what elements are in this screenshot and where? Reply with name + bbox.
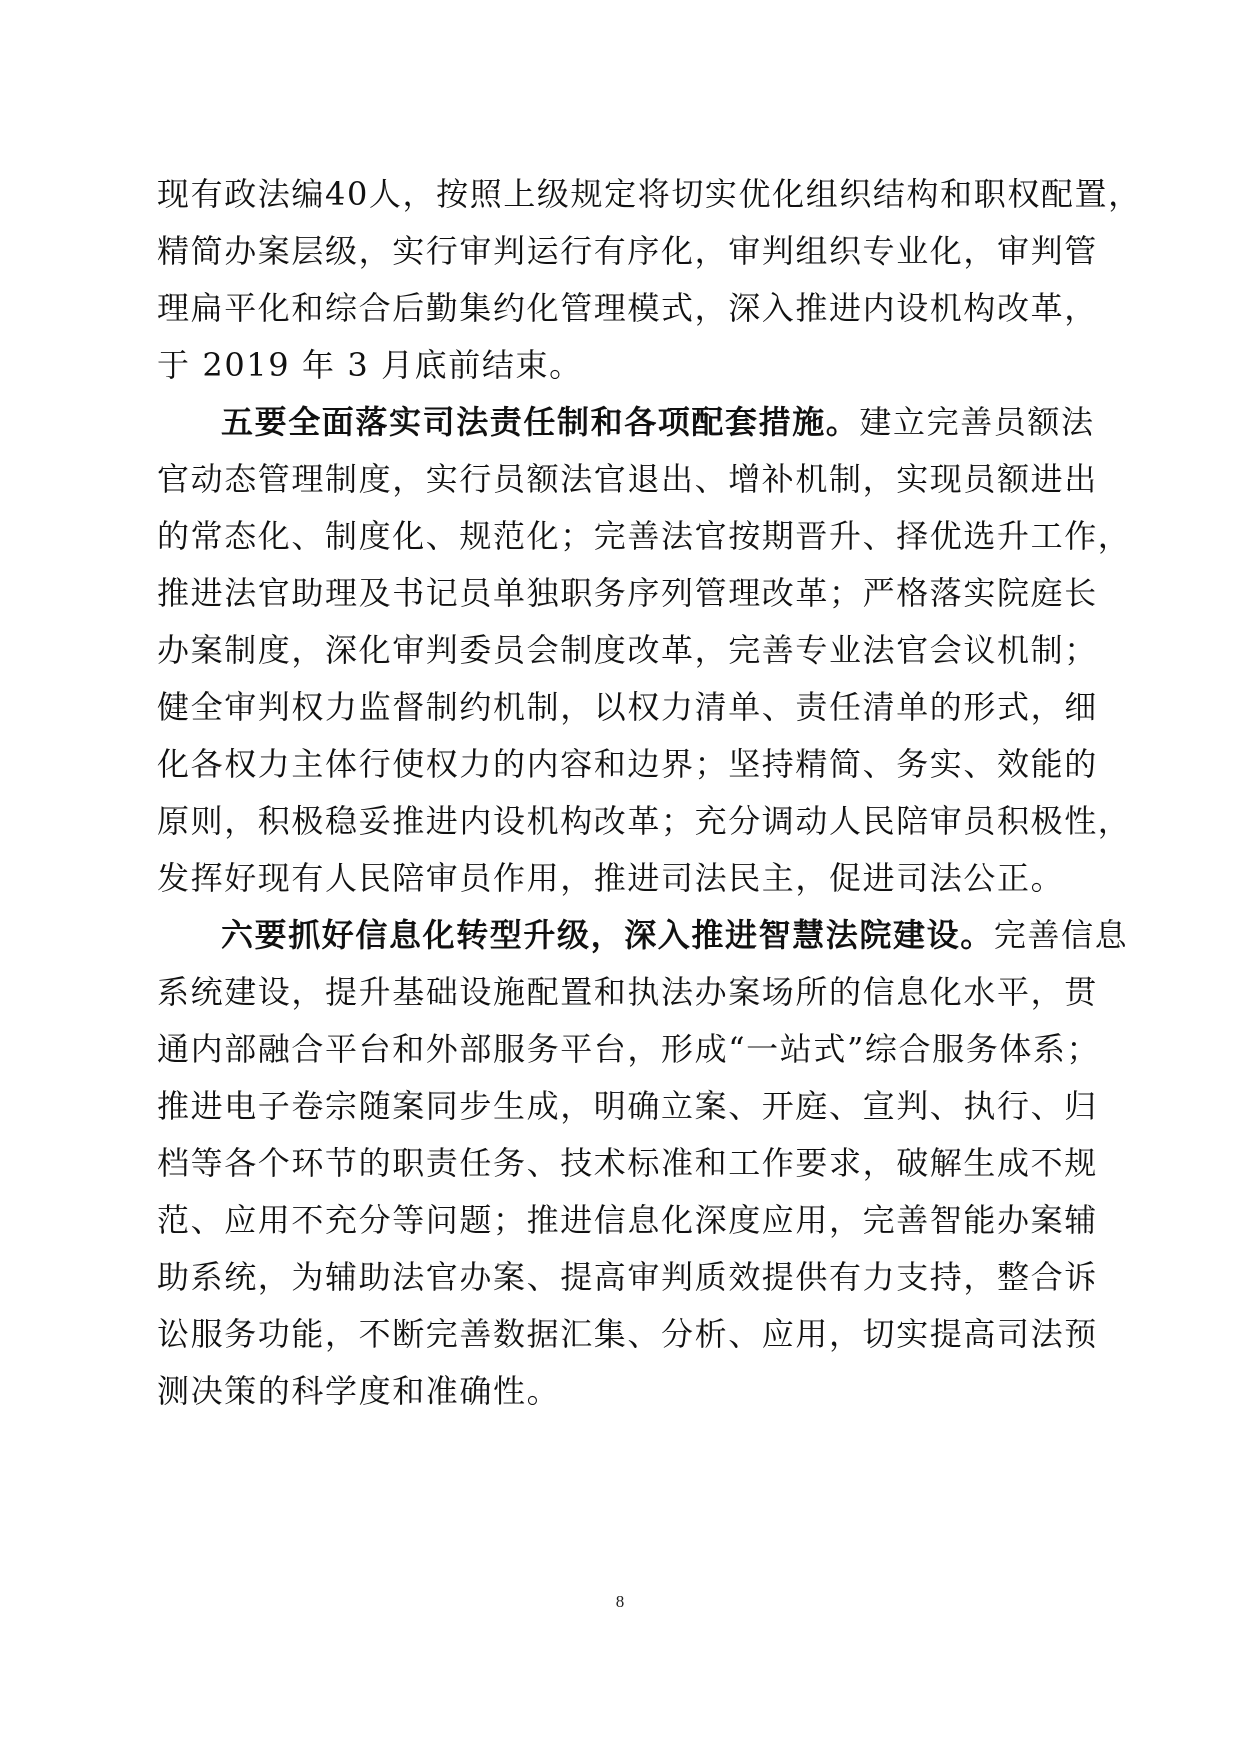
body-text: 推进法官助理及书记员单独职务序列管理改革；严格落实院庭长 [157,574,1098,612]
text-line [157,1029,1100,1069]
text-line [157,630,1098,670]
text-line [157,1143,1098,1183]
text-line [157,1371,560,1411]
text-line [157,573,1098,613]
text-line [157,459,1098,499]
section-heading-text: 五要全面落实司法责任制和各项配套措施。 [221,403,860,441]
body-text: 讼服务功能，不断完善数据汇集、分析、应用，切实提高司法预 [157,1315,1098,1353]
text-line [157,516,1131,556]
body-text: 范、应用不充分等问题；推进信息化深度应用，完善智能办案辅 [157,1201,1098,1239]
text-line [157,687,1098,727]
text-line [157,174,1142,214]
body-text: 完善信息 [993,916,1129,954]
text-line [157,1314,1098,1354]
text-line [221,402,1095,442]
text-line [157,231,1098,271]
body-text: 发挥好现有人民陪审员作用，推进司法民主，促进司法公正。 [157,859,1065,897]
text-line [157,1257,1098,1297]
body-text: 精简办案层级，实行审判运行有序化，审判组织专业化，审判管 [157,232,1098,270]
body-text: 建立完善员额法 [859,403,1095,441]
text-line [157,1086,1098,1126]
text-line [157,288,1098,328]
body-text: 健全审判权力监督制约机制，以权力清单、责任清单的形式，细 [157,688,1098,726]
body-text: 理扁平化和综合后勤集约化管理模式，深入推进内设机构改革， [157,289,1098,327]
text-line [157,345,583,385]
body-text: 助系统，为辅助法官办案、提高审判质效提供有力支持，整合诉 [157,1258,1098,1296]
text-line [157,744,1098,784]
text-line [221,915,1128,955]
body-text: 化各权力主体行使权力的内容和边界；坚持精简、务实、效能的 [157,745,1098,783]
text-line [157,858,1064,898]
text-line [157,972,1098,1012]
body-text: 通内部融合平台和外部服务平台，形成“一站式”综合服务体系； [157,1030,1101,1068]
body-text: 推进电子卷宗随案同步生成，明确立案、开庭、宣判、执行、归 [157,1087,1098,1125]
body-text: 官动态管理制度，实行员额法官退出、增补机制，实现员额进出 [157,460,1098,498]
body-text: 档等各个环节的职责任务、技术标准和工作要求，破解生成不规 [157,1144,1098,1182]
body-text: 于 2019 年 3 月底前结束。 [157,346,583,384]
section-heading-text: 六要抓好信息化转型升级，深入推进智慧法院建设。 [221,916,994,954]
body-text: 原则，积极稳妥推进内设机构改革；充分调动人民陪审员积极性， [157,802,1132,840]
text-line [157,801,1131,841]
body-text: 系统建设，提升基础设施配置和执法办案场所的信息化水平，贯 [157,973,1098,1011]
body-text: 现有政法编40人，按照上级规定将切实优化组织结构和职权配置， [157,175,1142,213]
body-text: 测决策的科学度和准确性。 [157,1372,561,1410]
body-text: 的常态化、制度化、规范化；完善法官按期晋升、择优选升工作， [157,517,1132,555]
body-text: 办案制度，深化审判委员会制度改革，完善专业法官会议机制； [157,631,1098,669]
text-line [157,1200,1098,1240]
page-number: 8 [615,1592,625,1611]
